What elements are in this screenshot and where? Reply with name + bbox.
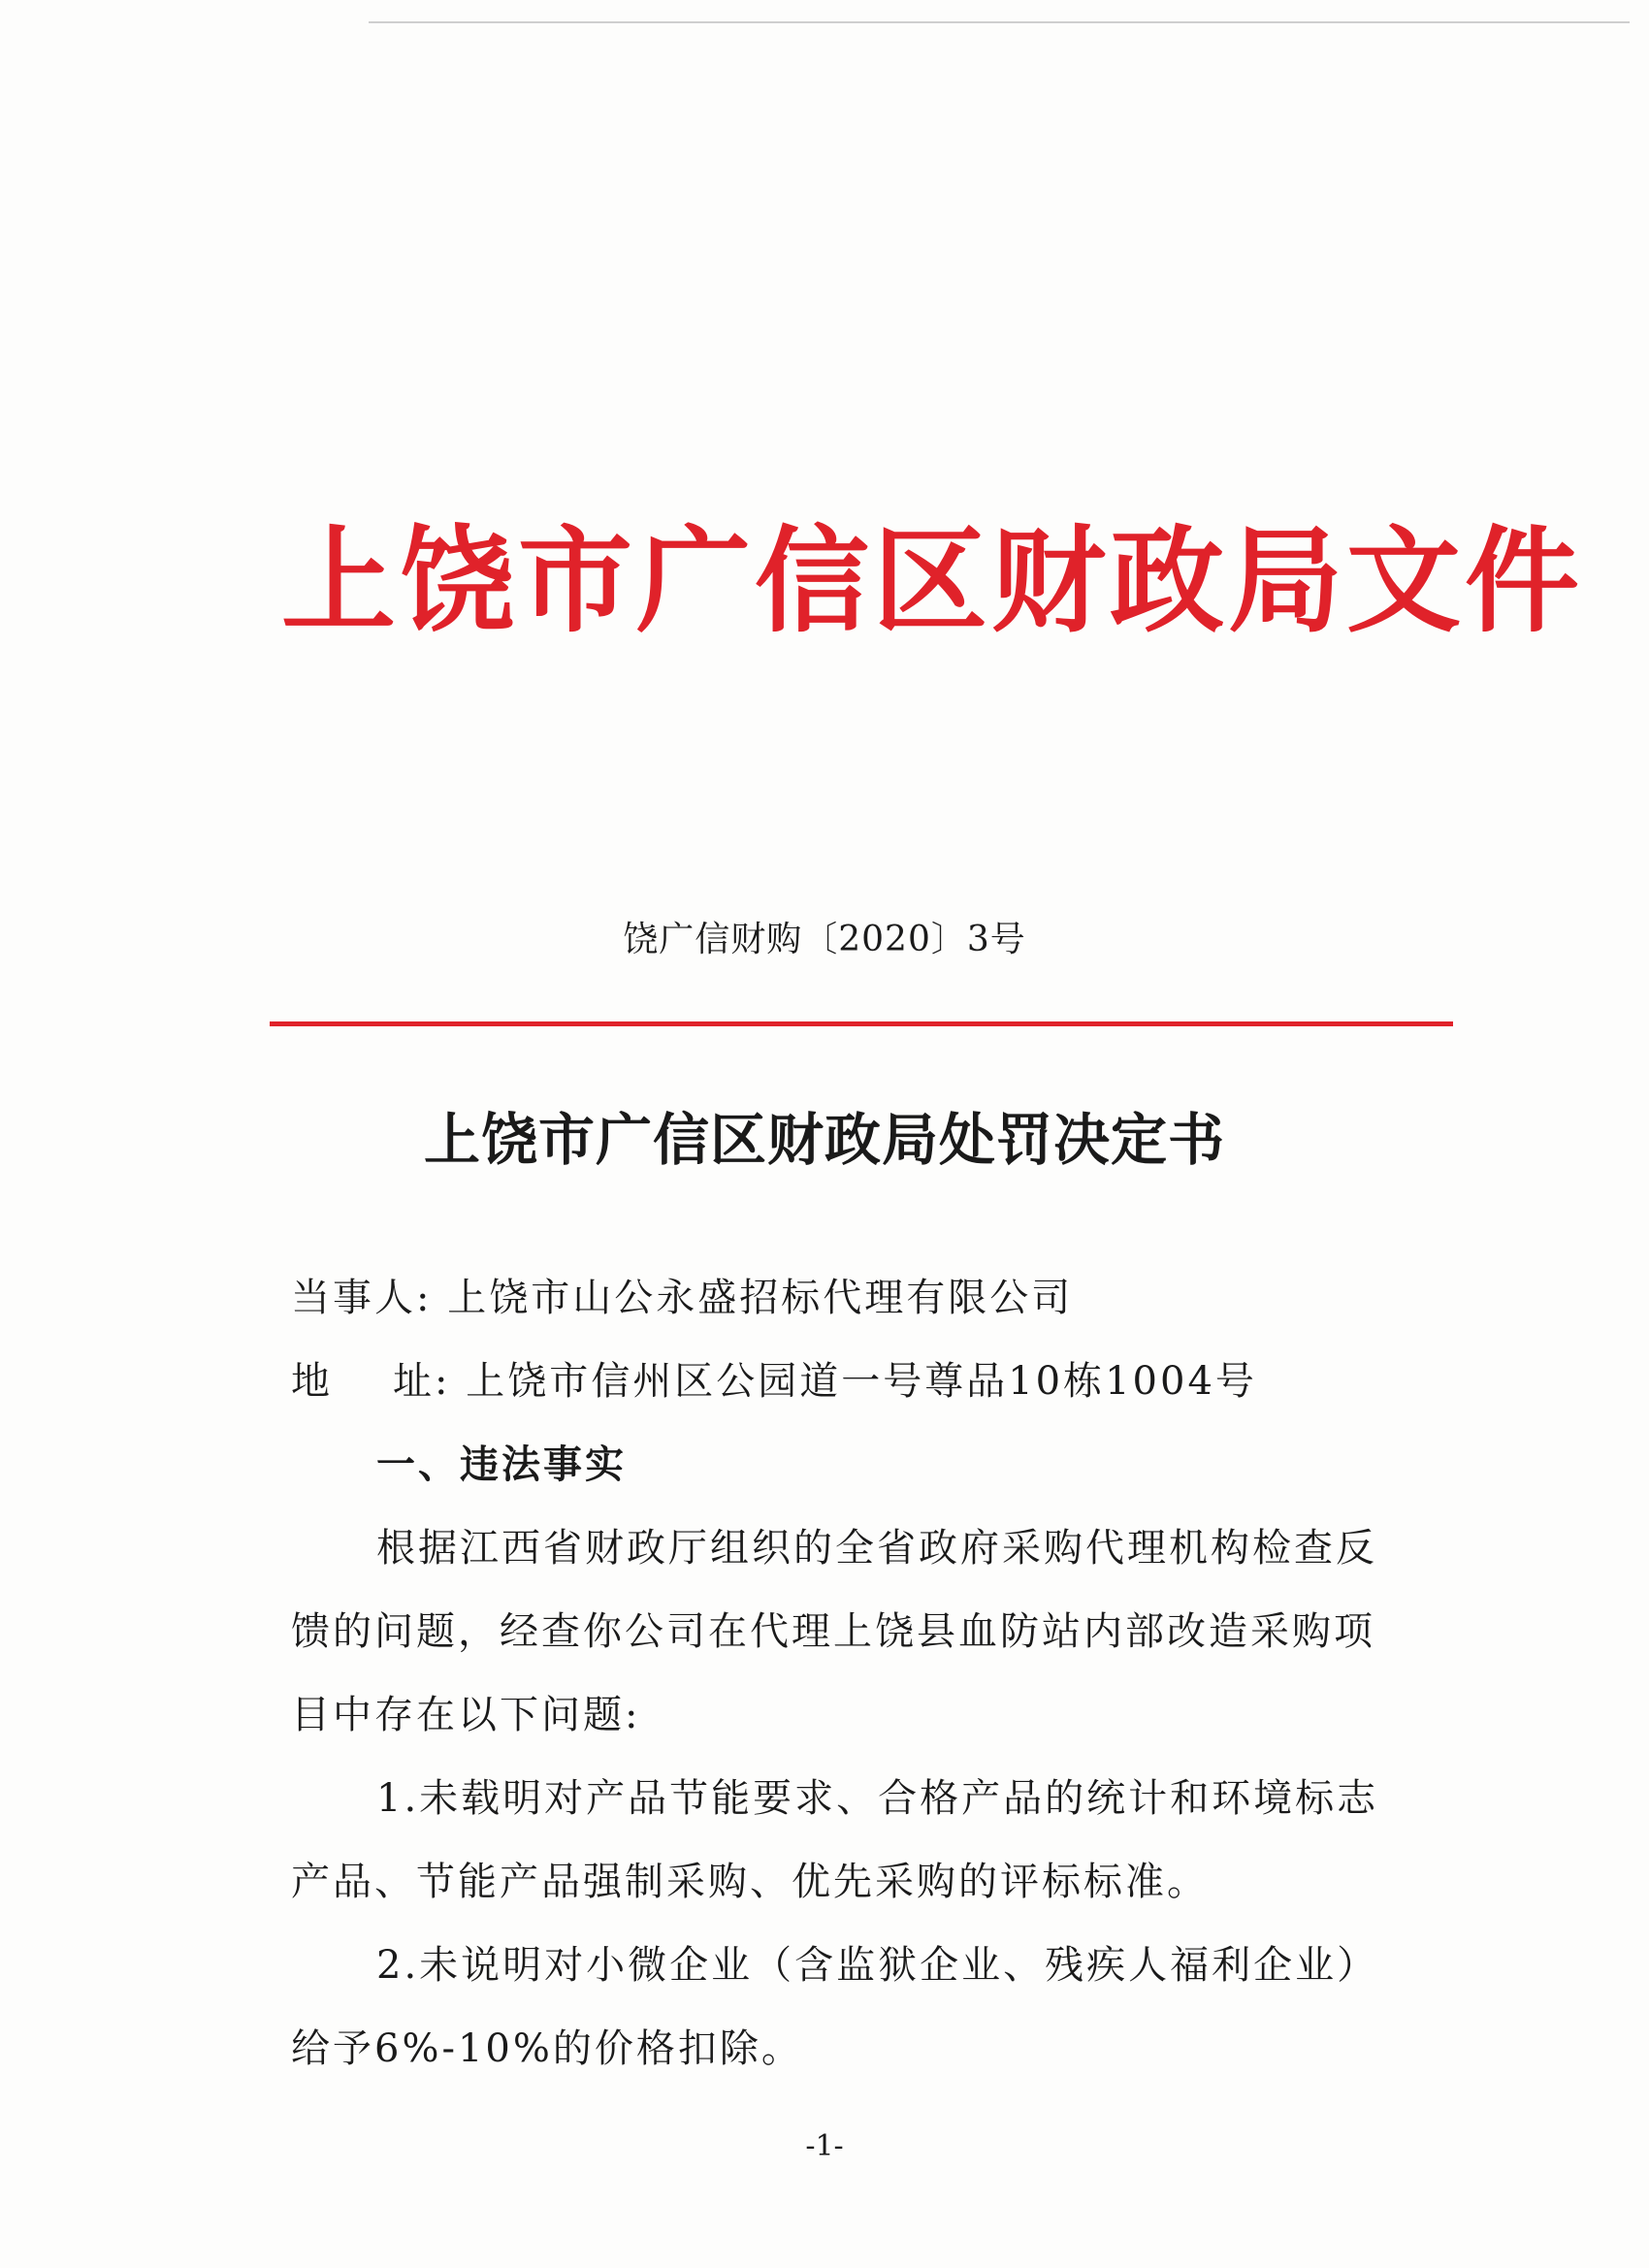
address-label-first: 地 xyxy=(291,1359,333,1404)
section-heading-violation-facts: 一、违法事实 xyxy=(376,1442,627,1487)
letterhead-title: 上饶市广信区财政局文件 xyxy=(281,514,1584,648)
party-label: 当事人: xyxy=(291,1276,433,1320)
party-value: 上饶市山公永盛招标代理有限公司 xyxy=(447,1276,1074,1320)
paragraph-line-2: 馈的问题，经查你公司在代理上饶县血防站内部改造采购项 xyxy=(291,1609,1375,1654)
party-line xyxy=(291,1256,1426,1340)
address-line xyxy=(291,1340,1426,1423)
page-number: -1- xyxy=(805,2129,844,2163)
document-title: 上饶市广信区财政局处罚决定书 xyxy=(423,1107,1225,1173)
scan-edge-line xyxy=(369,21,1630,23)
item-1-line-2: 产品、节能产品强制采购、优先采购的评标标准。 xyxy=(291,1860,1209,1904)
item-1-line-1: 1.未载明对产品节能要求、合格产品的统计和环境标志 xyxy=(376,1776,1379,1821)
paragraph-line-1: 根据江西省财政厅组织的全省政府采购代理机构检查反 xyxy=(376,1526,1377,1571)
address-value: 上饶市信州区公园道一号尊品10栋1004号 xyxy=(466,1359,1257,1404)
document-number: 饶广信财购〔2020〕3号 xyxy=(623,920,1026,959)
item-2-line-2: 给予6%-10%的价格扣除。 xyxy=(291,2026,803,2071)
paragraph-line-3: 目中存在以下问题: xyxy=(291,1693,641,1737)
item-2-line-1: 2.未说明对小微企业（含监狱企业、残疾人福利企业） xyxy=(376,1943,1379,1988)
document-body xyxy=(291,1256,1426,2090)
red-divider-rule xyxy=(270,1021,1453,1026)
address-label-second: 址: xyxy=(393,1359,451,1404)
